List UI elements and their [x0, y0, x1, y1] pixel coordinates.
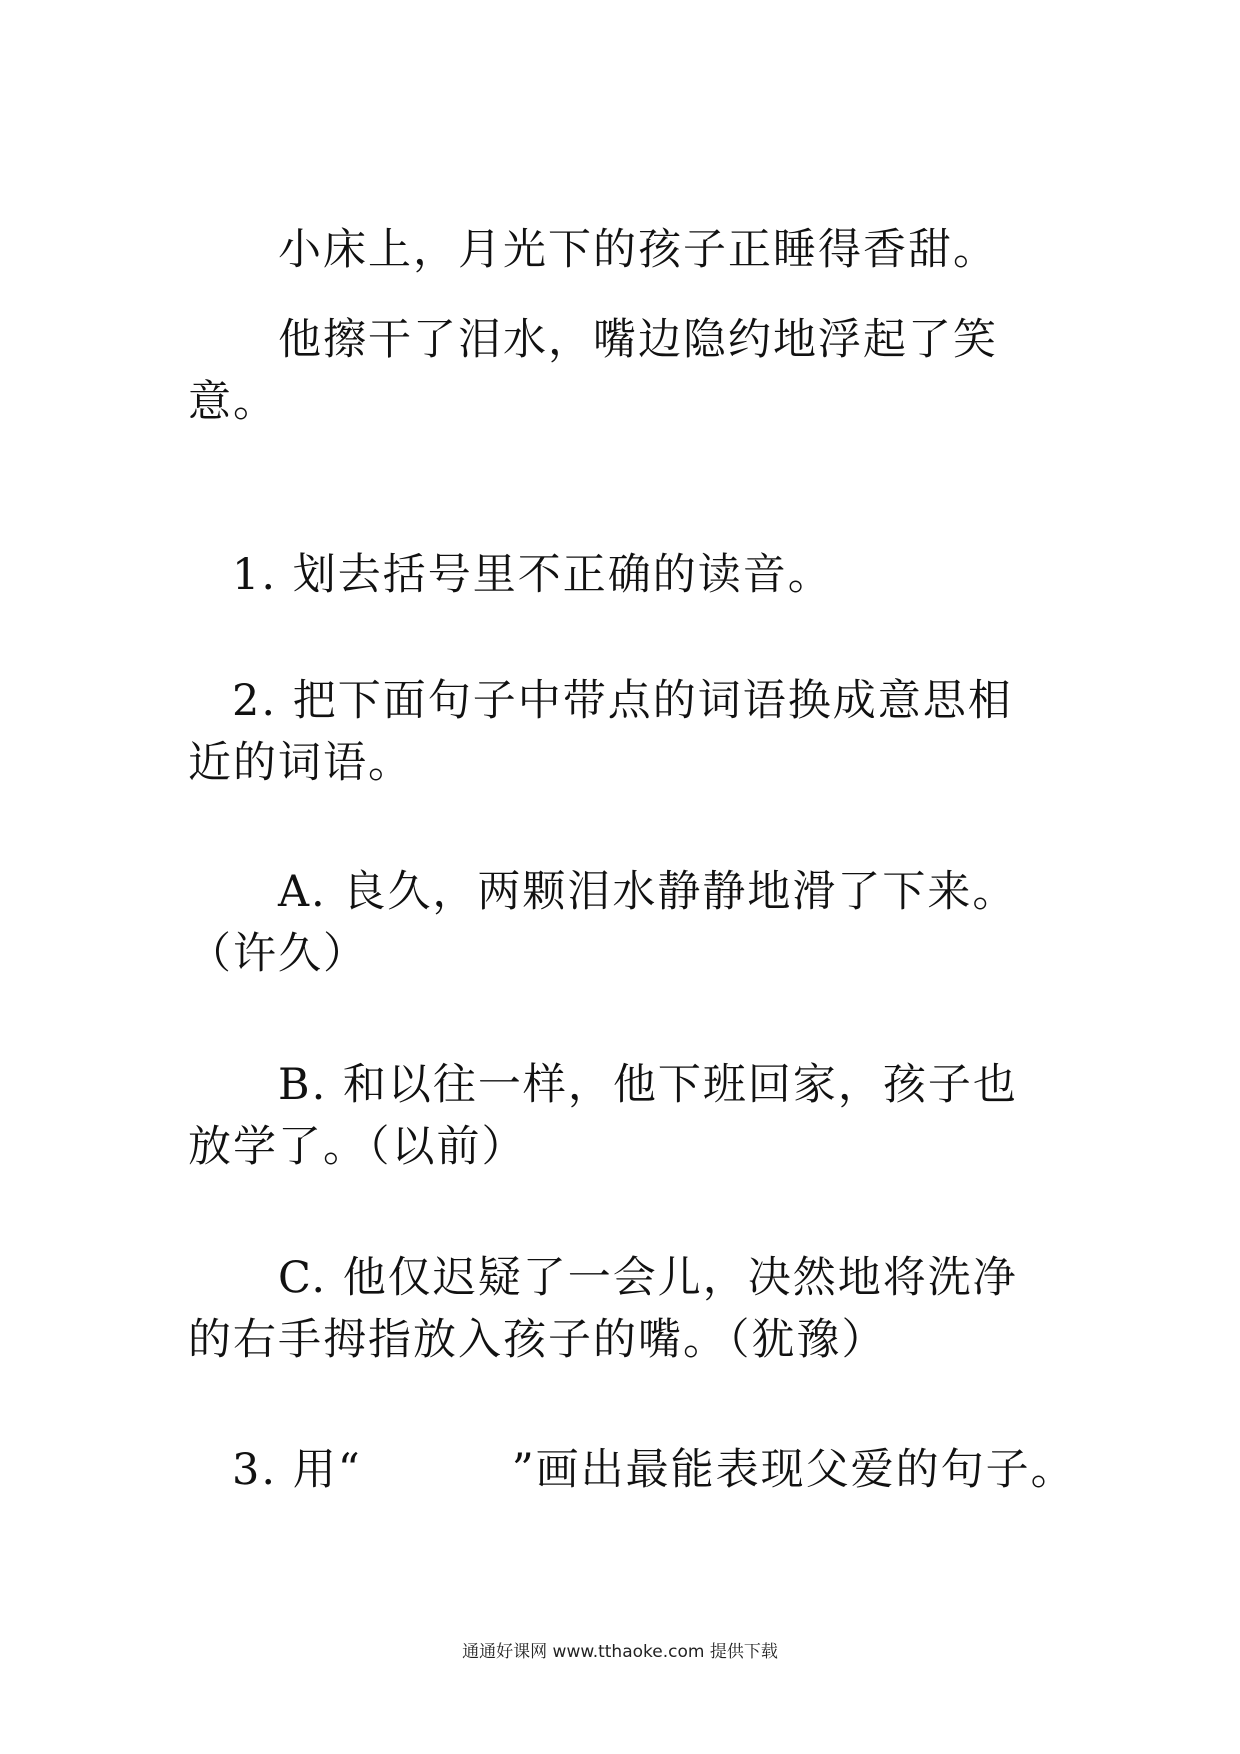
passage-line-2-cont: 意。: [188, 377, 278, 427]
question-3-suffix: ”画出最能表现父爱的句子。: [511, 1445, 1076, 1495]
question-2: 2. 把下面句子中带点的词语换成意思相: [232, 676, 1013, 726]
item-a: A. 良久，两颗泪水静静地滑了下来。: [278, 867, 1018, 917]
question-3: [232, 1440, 1076, 1500]
item-b-cont: 放学了。（以前）: [188, 1122, 527, 1172]
passage-line-2: 他擦干了泪水，嘴边隐约地浮起了笑: [278, 315, 998, 365]
item-c: C. 他仅迟疑了一会儿，决然地将洗净: [278, 1253, 1018, 1303]
question-2-cont: 近的词语。: [188, 738, 413, 788]
item-b: B. 和以往一样，他下班回家，孩子也: [278, 1060, 1018, 1110]
question-1: 1. 划去括号里不正确的读音。: [232, 550, 833, 600]
question-3-prefix: 3. 用“: [232, 1445, 362, 1495]
passage-line-1: 小床上，月光下的孩子正睡得香甜。: [278, 225, 998, 275]
item-c-cont: 的右手拇指放入孩子的嘴。（犹豫）: [188, 1315, 887, 1365]
page-footer: 通通好课网 www.tthaoke.com 提供下载: [462, 1642, 778, 1662]
item-a-cont: （许久）: [188, 929, 368, 979]
